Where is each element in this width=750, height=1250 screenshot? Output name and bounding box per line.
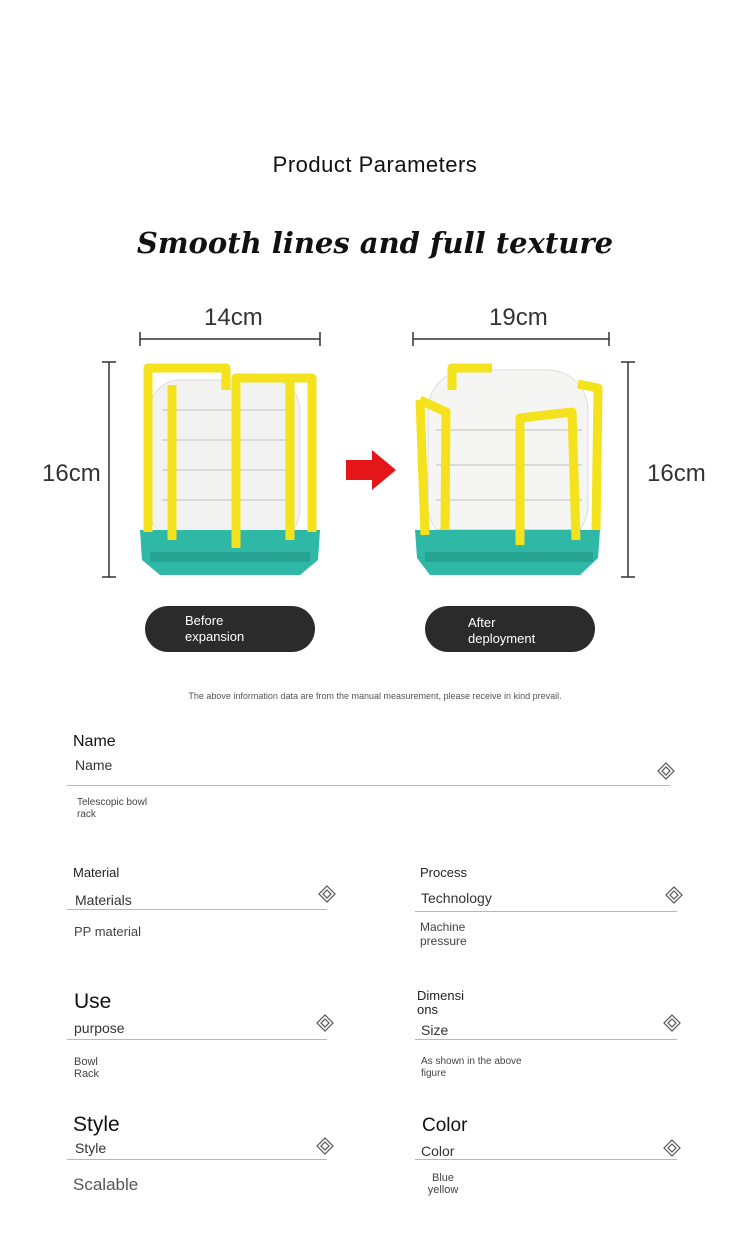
name-divider [67, 785, 670, 786]
width-dimension-line-after [413, 332, 609, 346]
name-value-line-2: rack [77, 809, 96, 820]
process-divider [415, 911, 677, 912]
page-title: Product Parameters [272, 152, 478, 177]
width-label-before: 14cm [204, 304, 263, 331]
material-value: PP material [74, 924, 141, 939]
dimensions-field-label: Size [421, 1022, 449, 1038]
width-label-after: 19cm [489, 304, 548, 331]
diamond-icon [316, 1137, 334, 1155]
dimensions-heading [417, 989, 464, 1017]
before-label-line-2: expansion [185, 629, 245, 644]
diamond-icon [316, 1014, 334, 1032]
product-figure [0, 290, 750, 590]
dimensions-heading-line-2: ons [417, 1002, 438, 1017]
before-label-line-1: Before [185, 613, 224, 628]
before-expansion-badge [145, 606, 315, 652]
process-field-label: Technology [421, 890, 492, 906]
after-deployment-badge [425, 606, 595, 652]
dimensions-value [421, 1056, 522, 1080]
name-field-label: Name [75, 757, 113, 773]
use-divider [67, 1039, 327, 1040]
rack-after [415, 368, 600, 575]
name-value-line-1: Telescopic bowl [77, 797, 148, 808]
measurement-note: The above information data are from the manual measurement, please receive in kind prevail. [188, 691, 562, 701]
arrow-icon [346, 450, 396, 490]
use-value [74, 1056, 99, 1080]
use-value-line-2: Rack [74, 1068, 100, 1080]
style-heading: Style [73, 1113, 120, 1136]
use-field-label: purpose [74, 1020, 125, 1036]
use-value-line-1: Bowl [74, 1056, 98, 1068]
height-dimension-line-after [621, 362, 635, 577]
diamond-icon [318, 885, 336, 903]
diamond-icon [665, 886, 683, 904]
diamond-icon [663, 1139, 681, 1157]
process-value-line-1: Machine [420, 920, 466, 934]
use-heading: Use [74, 990, 112, 1013]
color-field-label: Color [421, 1143, 455, 1159]
diamond-icon [657, 762, 675, 780]
height-dimension-line-before [102, 362, 116, 577]
after-label-line-1: After [468, 615, 496, 630]
width-dimension-line-before [140, 332, 320, 346]
dimensions-heading-line-1: Dimensi [417, 988, 464, 1003]
color-value-line-2: yellow [427, 1184, 459, 1196]
color-divider [415, 1159, 677, 1160]
material-divider [67, 909, 327, 910]
name-heading: Name [73, 733, 116, 750]
dimensions-divider [415, 1039, 677, 1040]
style-value: Scalable [73, 1175, 139, 1194]
dimensions-value-line-1: As shown in the above [421, 1056, 522, 1067]
color-value-line-1: Blue [431, 1172, 455, 1184]
product-illustration [0, 290, 750, 590]
color-value [426, 1172, 460, 1196]
diamond-icon [663, 1014, 681, 1032]
material-field-label: Materials [75, 892, 132, 908]
style-divider [67, 1159, 327, 1160]
style-field-label: Style [75, 1140, 107, 1156]
process-heading: Process [420, 865, 467, 880]
height-label-after: 16cm [647, 460, 706, 487]
product-tagline: Smooth lines and full texture [136, 226, 614, 260]
rack-before [140, 368, 320, 575]
dimensions-value-line-2: figure [421, 1068, 447, 1079]
after-label-line-2: deployment [468, 631, 536, 646]
height-label-before: 16cm [42, 460, 101, 487]
process-value [420, 920, 467, 948]
color-heading: Color [422, 1115, 468, 1136]
process-value-line-2: pressure [420, 934, 467, 948]
name-value [77, 797, 147, 821]
material-heading: Material [73, 865, 120, 880]
